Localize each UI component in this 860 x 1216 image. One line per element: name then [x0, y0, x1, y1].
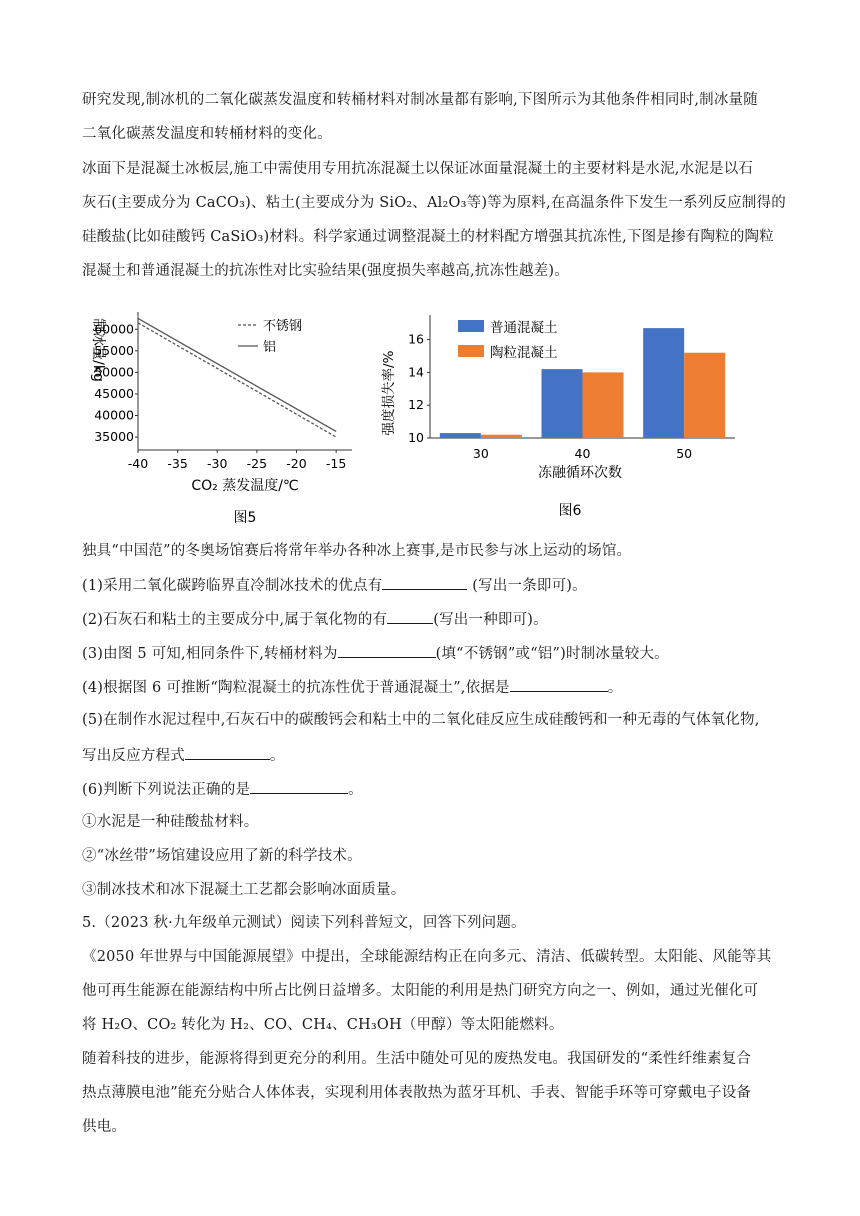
fig5-legend-stainless: 不锈钢: [263, 319, 303, 334]
statement-2: ②“冰丝带”场馆建设应用了新的科学技术。: [82, 848, 362, 864]
fig5-x-label: CO₂ 蒸发温度/℃: [191, 478, 299, 494]
fig5-x-tick-label: -15: [325, 456, 347, 471]
intro-line-5: 硅酸盐(比如硅酸钙 CaSiO₃)材料。科学家通过调整混凝土的材料配方增强其抗冻性,下图是掺有陶粒的陶粒: [82, 229, 774, 245]
intro-line-2: 二氧化碳蒸发温度和转桶材料的变化。: [82, 126, 332, 142]
fig6-legend-swatch-ceramsite: [458, 345, 484, 357]
statement-3: ③制冰技术和冰下混凝土工艺都会影响冰面质量。: [82, 882, 406, 898]
question-4-end: 。: [607, 680, 623, 696]
article-line-2: 他可再生能源在能源结构中所占比例日益增多。太阳能的利用是热门研究方向之一、例如，通过光催化可: [82, 983, 759, 999]
fig6-bar-ceramsite-50: [684, 353, 725, 438]
fig6-legend-ceramsite: 陶粒混凝土: [490, 345, 558, 361]
fig6-legend: [458, 319, 558, 361]
question-2-text: (2)石灰石和粘土的主要成分中,属于氧化物的有: [82, 612, 388, 628]
fig6-y-tick-label: 10: [408, 430, 424, 445]
fig6-bar-ceramsite-30: [481, 435, 522, 438]
fig5-x-tick-label: -25: [246, 456, 268, 471]
question-2-hint: (写出一种即可)。: [433, 612, 548, 628]
question-4-blank[interactable]: [510, 676, 608, 692]
question-5-blank[interactable]: [185, 744, 270, 760]
fig5-series-line-aluminum: [138, 318, 336, 431]
statement-1: ①水泥是一种硅酸盐材料。: [82, 814, 259, 830]
question-6-blank[interactable]: [250, 778, 348, 794]
intro-line-4: 灰石(主要成分为 CaCO₃)、粘土(主要成分为 SiO₂、Al₂O₃等)等为原料,在高温条件下发生一系列反应制得的: [82, 195, 786, 211]
fig6-legend-swatch-regular: [458, 320, 484, 332]
fig5-x-tick-label: -30: [207, 456, 228, 471]
fig5-y-tick-label: 40000: [94, 407, 134, 423]
question-1-hint: (写出一条即可)。: [467, 578, 587, 594]
intro-line-3: 冰面下是混凝土冰板层,施工中需使用专用抗冻混凝土以保证冰面量混凝土的主要材料是水泥,水泥是以石: [82, 161, 754, 177]
question-6-end: 。: [348, 782, 363, 798]
fig6-bar-regular-30: [440, 433, 481, 438]
fig5-y-tick-label: 35000: [94, 429, 134, 445]
fig6-bar-regular-50: [643, 328, 684, 438]
fig6-x-label: 冻融循环次数: [538, 465, 622, 481]
figure-6-chart: [380, 305, 750, 525]
figure-5-chart: [80, 300, 370, 530]
question-1-text: (1)采用二氧化碳跨临界直冷制冰技术的优点有: [82, 578, 383, 594]
question-4: [82, 676, 622, 698]
fig5-y-label: 制冰量/kg: [90, 318, 106, 382]
article-line-3: 将 H₂O、CO₂ 转化为 H₂、CO、CH₄、CH₃OH（甲醇）等太阳能燃料。: [82, 1017, 564, 1033]
article-line-1: 《2050 年世界与中国能源展望》中提出，全球能源结构正在向多元、清洁、低碳转型。太阳能、风能等其: [82, 949, 772, 965]
fig5-y-tick-label: 50000: [94, 364, 134, 380]
question-3-text: (3)由图 5 可知,相同条件下,转桶材料为: [82, 646, 338, 662]
stadium-sentence: 独具“中国范”的冬奥场馆赛后将常年举办各种冰上赛事,是市民参与冰上运动的场馆。: [82, 543, 632, 559]
fig5-x-tick-label: -40: [127, 456, 149, 471]
fig5-y-tick-label: 55000: [94, 342, 134, 358]
fig5-legend-aluminum: 铝: [263, 340, 277, 355]
article-line-6: 供电。: [82, 1119, 127, 1135]
article-line-4: 随着科技的进步，能源将得到更充分的利用。生活中随处可见的废热发电。我国研发的“柔性纤维素复合: [82, 1051, 752, 1067]
fig6-y-tick-label: 16: [408, 331, 424, 347]
article-line-5: 热点薄膜电池”能充分贴合人体体表，实现利用体表散热为蓝牙耳机、手表、智能手环等可穿戴电子设备: [82, 1085, 752, 1101]
fig5-x-tick-label: -35: [167, 456, 188, 471]
fig6-caption: 图6: [558, 503, 582, 519]
fig6-x-tick-label: 30: [472, 446, 489, 461]
question-3: [82, 642, 669, 664]
fig6-bar-ceramsite-40: [583, 372, 624, 438]
intro-line-6: 混凝土和普通混凝土的抗冻性对比实验结果(强度损失率越高,抗冻性越差)。: [82, 263, 569, 279]
question-5-text: 写出反应方程式: [82, 748, 185, 764]
fig5-y-tick-label: 60000: [94, 321, 134, 337]
fig6-bar-regular-40: [542, 369, 583, 438]
fig6-legend-regular: 普通混凝土: [490, 320, 558, 336]
fig6-y-label: 强度损失率/%: [381, 350, 397, 436]
question-1-blank[interactable]: [382, 574, 467, 590]
question-2-blank[interactable]: [387, 608, 433, 624]
fig5-y-tick-label: 45000: [94, 385, 134, 401]
question-5-heading: 5.（2023 秋·九年级单元测试）阅读下列科普短文，回答下列问题。: [82, 915, 526, 931]
question-2: [82, 608, 548, 630]
question-5-end: 。: [269, 748, 285, 764]
fig6-y-tick-label: 12: [408, 397, 424, 413]
intro-line-1: 研究发现,制冰机的二氧化碳蒸发温度和转桶材料对制冰量都有影响,下图所示为其他条件相同时,制冰量随: [82, 92, 758, 108]
fig5-caption: 图5: [233, 510, 257, 526]
question-6-text: (6)判断下列说法正确的是: [82, 782, 251, 798]
question-1: [82, 574, 587, 596]
question-4-text: (4)根据图 6 可推断“陶粒混凝土的抗冻性优于普通混凝土”,依据是: [82, 680, 510, 696]
fig6-x-tick-label: 50: [676, 446, 693, 461]
question-3-hint: (填“不锈钢”或“铝”)时制冰量较大。: [435, 646, 669, 662]
fig6-y-tick-label: 14: [408, 364, 424, 380]
question-3-blank[interactable]: [338, 642, 436, 658]
question-5-line-1: (5)在制作水泥过程中,石灰石中的碳酸钙会和粘土中的二氧化硅反应生成硅酸钙和一种无毒的气体氧化物,: [82, 712, 760, 728]
fig5-legend: [238, 319, 302, 355]
question-6: [82, 778, 363, 800]
fig5-x-tick-label: -20: [286, 456, 307, 471]
fig6-x-tick-label: 40: [574, 446, 591, 461]
fig5-series-line-stainless: [138, 323, 336, 437]
question-5-line-2: [82, 744, 285, 766]
